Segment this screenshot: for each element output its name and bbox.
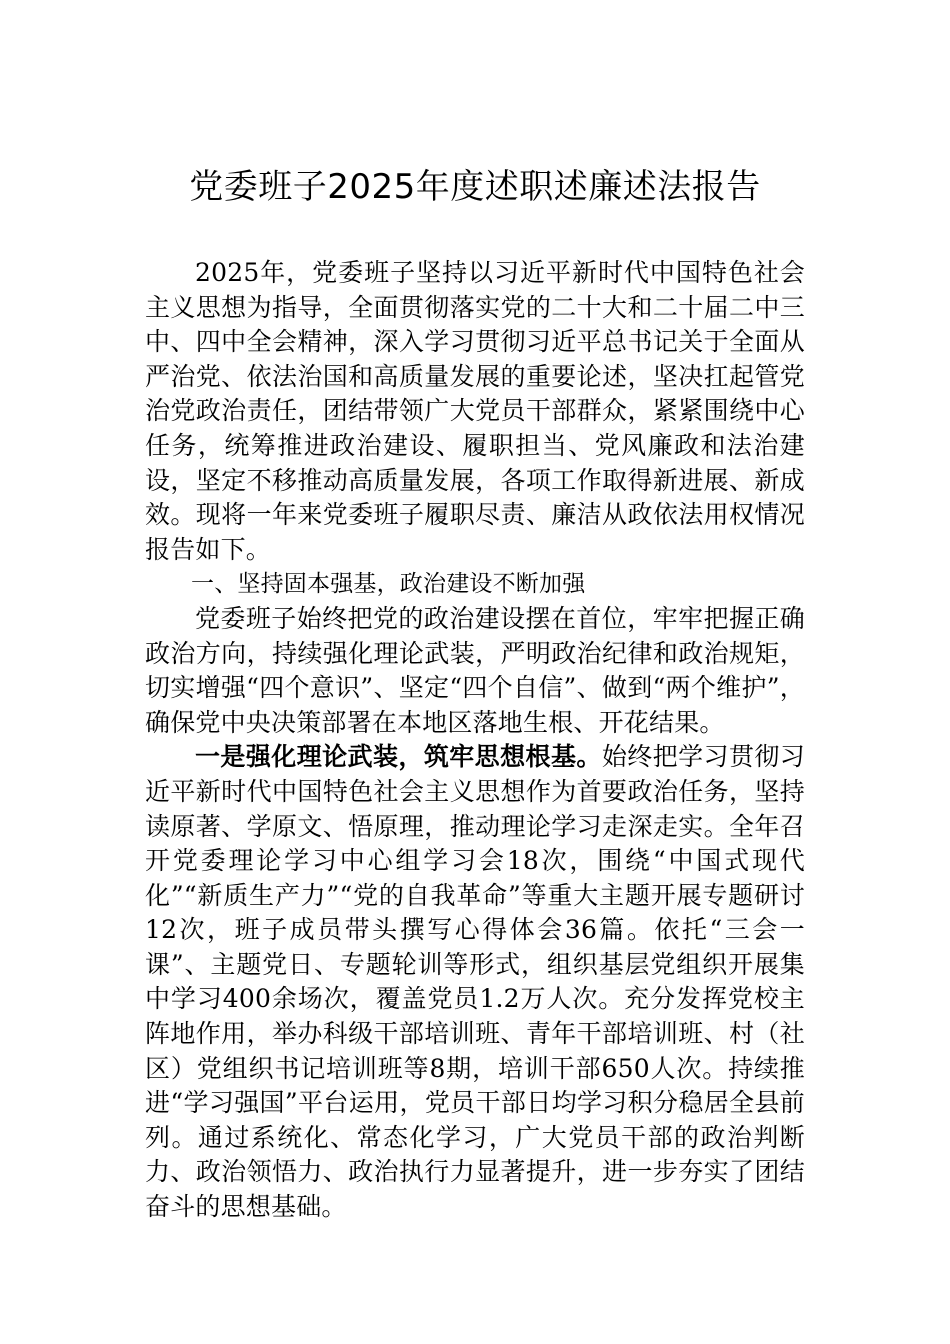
section-heading: 一、坚持固本强基，政治建设不断加强 [191, 571, 586, 598]
section-paragraph: 党委班子始终把党的政治建设摆在首位，牢牢把握正确政治方向，持续强化理论武装，严明政治纪律和政治规矩，切实增强“四个意识”、坚定“四个自信”、做到“两个维护”，确保党中央决策部署在本地区落地生根、开花结果。 [145, 603, 805, 737]
document-title: 党委班子2025年度述职述廉述法报告 [189, 167, 761, 207]
item-paragraph [145, 740, 805, 1224]
item-lead: 一是强化理论武装，筑牢思想根基。 [195, 742, 602, 772]
item-text: 始终把学习贯彻习近平新时代中国特色社会主义思想作为首要政治任务，坚持读原著、学原文、悟原理，推动理论学习走深走实。全年召开党委理论学习中心组学习会18次，围绕“中国式现代化”“新质生产力”“党的自我革命”等重大主题开展专题研讨12次，班子成员带头撰写心得体会36篇。依托“三会一课”、主题党日、专题轮训等形式，组织基层党组织开展集中学习400余场次，覆盖党员1.2万人次。充分发挥党校主阵地作用，举办科级干部培训班、青年干部培训班、村（社区）党组织书记培训班等8期，培训干部650人次。持续推进“学习强国”平台运用，党员干部日均学习积分稳居全县前列。通过系统化、常态化学习，广大党员干部的政治判断力、政治领悟力、政治执行力显著提升，进一步夯实了团结奋斗的思想基础。 [145, 742, 805, 1222]
document-body [145, 256, 805, 1225]
intro-paragraph: 2025年，党委班子坚持以习近平新时代中国特色社会主义思想为指导，全面贯彻落实党的二十大和二十届二中三中、四中全会精神，深入学习贯彻习近平总书记关于全面从严治党、依法治国和高质量发展的重要论述，坚决扛起管党治党政治责任，团结带领广大党员干部群众，紧紧围绕中心任务，统筹推进政治建设、履职担当、党风廉政和法治建设，坚定不移推动高质量发展，各项工作取得新进展、新成效。现将一年来党委班子履职尽责、廉洁从政依法用权情况报告如下。 [145, 258, 805, 564]
